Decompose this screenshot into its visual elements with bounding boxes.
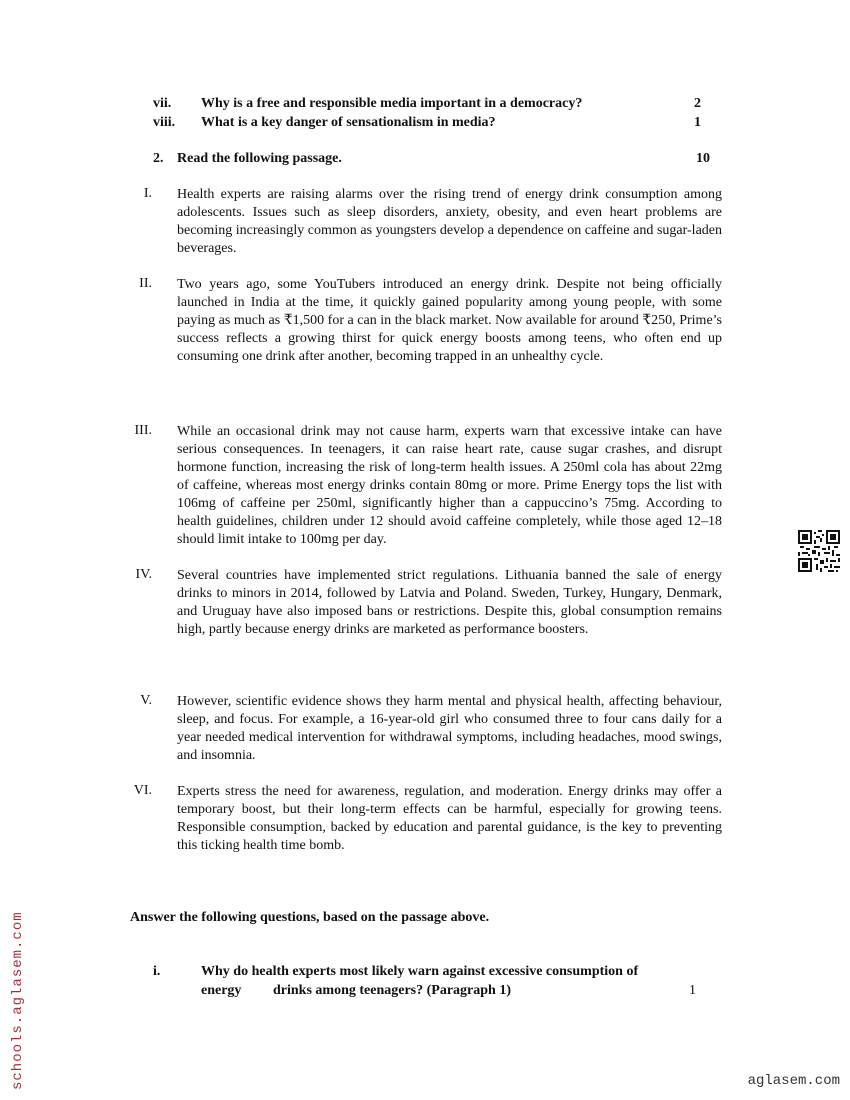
question-i-line2-rest: drinks among teenagers? (Paragraph 1) [273, 983, 511, 998]
question-i-number: i. [153, 964, 161, 979]
section-number: 2. [153, 151, 164, 166]
question-vii-text: Why is a free and responsible media important in a democracy? [201, 96, 583, 111]
question-vii-marks: 2 [694, 96, 701, 111]
question-i-line1: Why do health experts most likely warn against excessive consumption of [201, 964, 639, 979]
section-marks: 10 [696, 151, 710, 166]
paragraph-text: Health experts are raising alarms over the rising trend of energy drink consumption among adolescents. Issues such as sleep disorders, anxiety, obesity, and even heart problems are becoming increasingly common as youngsters develop a dependence on caffeine and sugar-laden beverages. [177, 187, 722, 256]
paragraph-number: II. [139, 276, 152, 291]
paragraph-text: While an occasional drink may not cause harm, experts warn that excessive intake can have serious consequences. In teenagers, it can raise heart rate, cause sugar crashes, and disrupt hormone function, increasing the risk of long-term health issues. A 250ml cola has about 22mg of caffeine, whereas most energy drinks contain 80mg or more. Prime Energy tops the list with 106mg of caffeine per 250ml, significantly higher than a cappuccino’s 75mg. According to health guidelines, children under 12 should avoid caffeine completely, while those aged 12–18 should limit intake to 100mg per day. [177, 424, 722, 547]
qr-code-icon [798, 530, 840, 572]
question-viii-marks: 1 [694, 115, 701, 130]
question-viii-text: What is a key danger of sensationalism in media? [201, 115, 496, 130]
footer-site-name: aglasem.com [747, 1073, 840, 1089]
paragraph-number: III. [134, 423, 152, 438]
side-watermark: schools.aglasem.com [10, 911, 26, 1090]
paragraph-number: V. [140, 693, 152, 708]
paragraph-text: Experts stress the need for awareness, regulation, and moderation. Energy drinks may offer a temporary boost, but their long-term effects can be harmful, especially for growing teens. Responsible consumption, backed by education and parental guidance, is the key to preventing this ticking health time bomb. [177, 784, 722, 853]
question-i-line2-word: energy [201, 983, 242, 998]
paragraph-number: IV. [135, 567, 152, 582]
paragraph-text: Two years ago, some YouTubers introduced an energy drink. Despite not being officially launched in India at the time, it quickly gained popularity among young people, with some paying as much as ₹1,500 for a can in the black market. Now available for around ₹250, Prime’s success reflects a growing thirst for quick energy boosts among teens, who often end up consuming one drink after another, becoming trapped in an unhealthy cycle. [177, 277, 722, 364]
paragraph-number: VI. [133, 783, 152, 798]
question-viii-number: viii. [153, 115, 176, 130]
instruction-text: Answer the following questions, based on the passage above. [130, 910, 490, 925]
paragraph-text: Several countries have implemented strict regulations. Lithuania banned the sale of energy drinks to minors in 2014, followed by Latvia and Poland. Sweden, Turkey, Hungary, Denmark, and Uruguay have also imposed bans or restrictions. Despite this, global consumption remains high, partly because energy drinks are marketed as performance boosters. [177, 568, 722, 637]
question-vii-number: vii. [153, 96, 172, 111]
section-title: Read the following passage. [177, 151, 342, 166]
paragraph-text: However, scientific evidence shows they harm mental and physical health, affecting behaviour, sleep, and focus. For example, a 16-year-old girl who consumed three to four cans daily for a year needed medical intervention for withdrawal symptoms, including headaches, mood swings, and insomnia. [177, 694, 722, 763]
question-i-marks: 1 [689, 983, 696, 998]
paragraph-number: I. [143, 186, 152, 201]
